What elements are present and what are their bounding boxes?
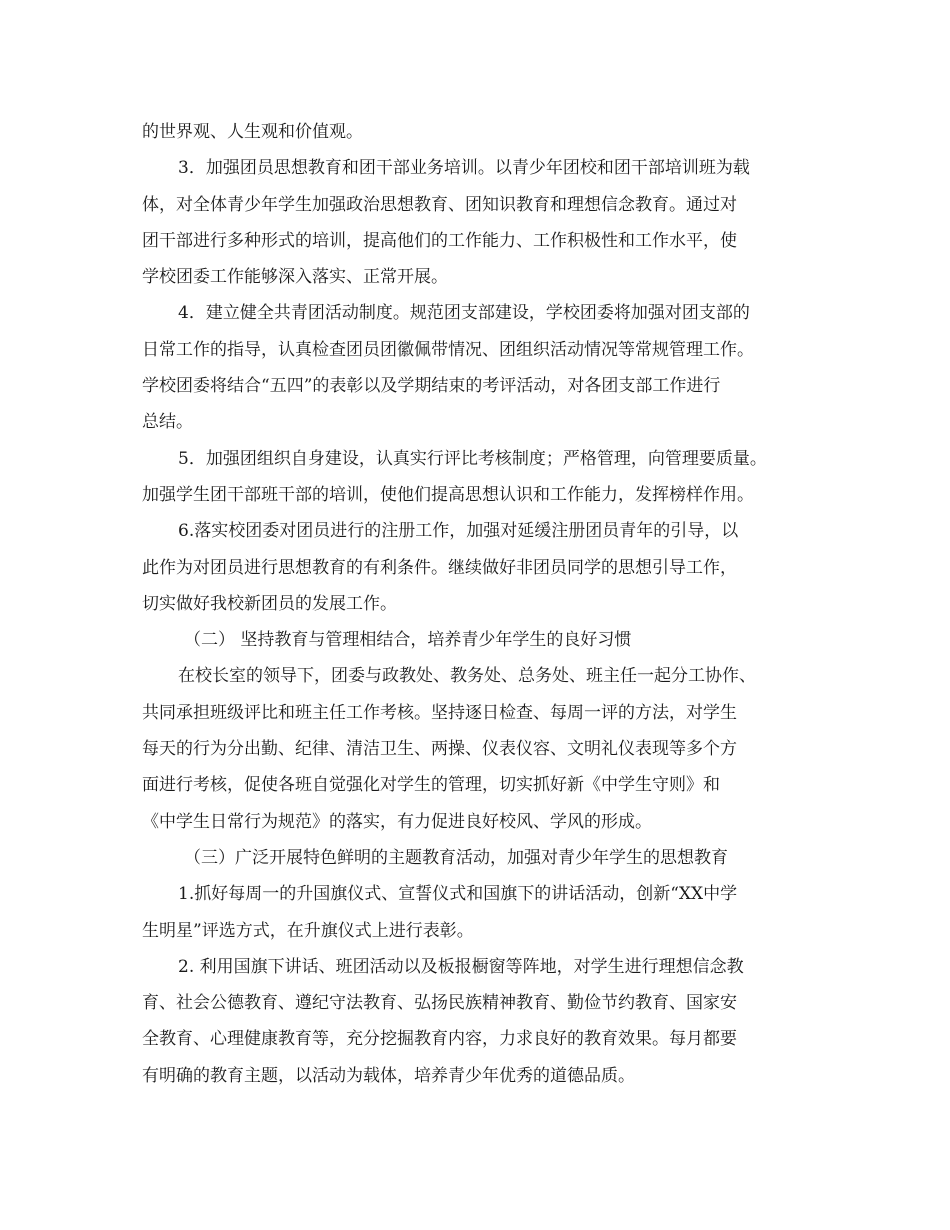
text-line: 体，对全体青少年学生加强政治思想教育、团知识教育和理想信念教育。通过对 <box>142 194 737 215</box>
text-line: 共同承担班级评比和班主任工作考核。坚持逐日检查、每周一评的方法，对学生 <box>142 702 737 723</box>
section-2-heading: （二） 坚持教育与管理相结合，培养青少年学生的良好习惯 <box>184 630 632 651</box>
text-line: 面进行考核，促使各班自觉强化对学生的管理，切实抓好新《中学生守则》和 <box>142 775 720 796</box>
text-line: 在校长室的领导下，团委与政教处、教务处、总务处、班主任一起分工协作、 <box>178 666 756 687</box>
paragraph-3-heading: 3．加强团员思想教育和团干部业务培训。以青少年团校和团干部培训班为载 <box>178 158 750 179</box>
text-line: 切实做好我校新团员的发展工作。 <box>142 593 397 614</box>
paragraph-5-heading: 5．加强团组织自身建设，认真实行评比考核制度；严格管理，向管理要质量。 <box>178 448 767 469</box>
text-line: 生明星”评选方式，在升旗仪式上进行表彰。 <box>142 920 474 941</box>
text-line: 总结。 <box>142 412 193 433</box>
item-2-heading: 2. 利用国旗下讲话、班团活动以及板报橱窗等阵地，对学生进行理想信念教 <box>178 956 744 977</box>
text-line: 日常工作的指导，认真检查团员团徽佩带情况、团组织活动情况等常规管理工作。 <box>142 339 754 360</box>
text-line: 育、社会公德教育、遵纪守法教育、弘扬民族精神教育、勤俭节约教育、国家安 <box>142 993 737 1014</box>
text-line: 全教育、心理健康教育等，充分挖掘教育内容，力求良好的教育效果。每月都要 <box>142 1029 737 1050</box>
text-line: 学校团委将结合“五四”的表彰以及学期结束的考评活动，对各团支部工作进行 <box>142 376 721 397</box>
text-line: 有明确的教育主题，以活动为载体，培养青少年优秀的道德品质。 <box>142 1065 635 1086</box>
text-line: 《中学生日常行为规范》的落实，有力促进良好校风、学风的形成。 <box>142 811 652 832</box>
text-line: 每天的行为分出勤、纪律、清洁卫生、两操、仪表仪容、文明礼仪表现等多个方 <box>142 739 737 760</box>
section-3-heading: （三）广泛开展特色鲜明的主题教育活动，加强对青少年学生的思想教育 <box>184 847 728 868</box>
document-body <box>142 114 822 1094</box>
paragraph-4-heading: 4．建立健全共青团活动制度。规范团支部建设，学校团委将加强对团支部的 <box>178 303 750 324</box>
text-line: 团干部进行多种形式的培训，提高他们的工作能力、工作积极性和工作水平，使 <box>142 230 737 251</box>
text-line: 加强学生团干部班干部的培训，使他们提高思想认识和工作能力，发挥榜样作用。 <box>142 484 754 505</box>
item-1-heading: 1.抓好每周一的升国旗仪式、宣誓仪式和国旗下的讲话活动，创新“XX中学 <box>178 884 738 905</box>
paragraph-6-heading: 6.落实校团委对团员进行的注册工作，加强对延缓注册团员青年的引导，以 <box>178 521 739 542</box>
text-line: 的世界观、人生观和价值观。 <box>142 122 363 142</box>
text-line: 此作为对团员进行思想教育的有利条件。继续做好非团员同学的思想引导工作， <box>142 557 737 578</box>
text-line: 学校团委工作能够深入落实、正常开展。 <box>142 267 448 288</box>
